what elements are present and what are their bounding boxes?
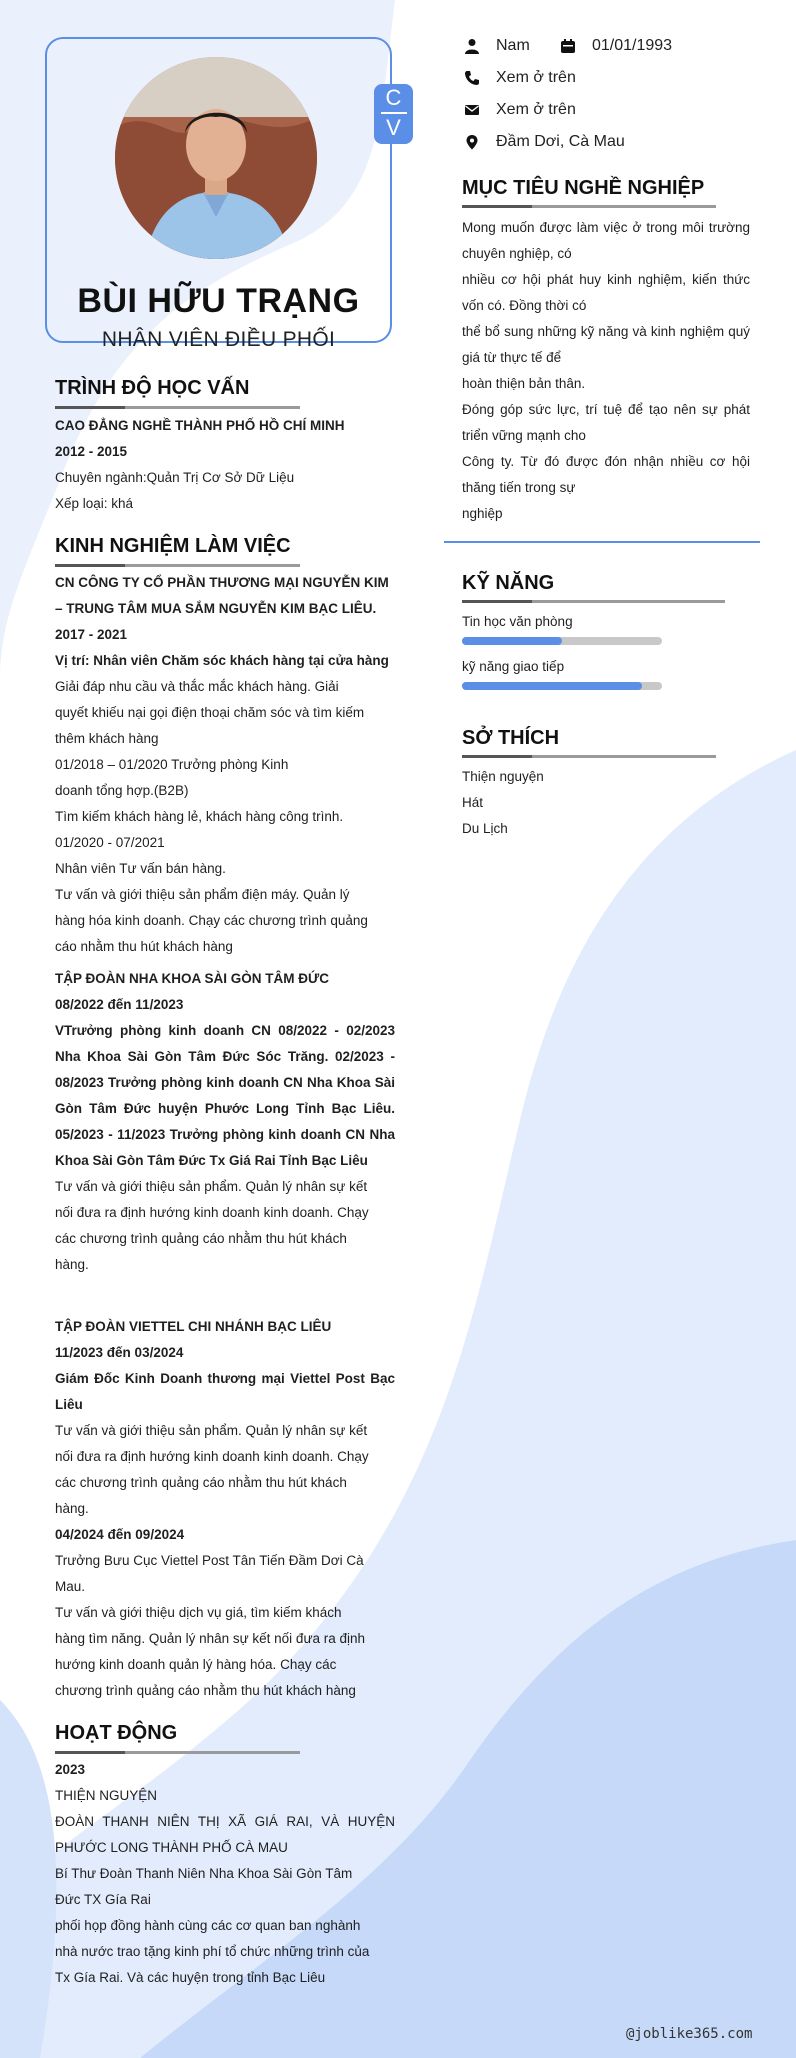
job-line: cáo nhằm thu hút khách hàng [55, 939, 233, 954]
job-line: hàng tìm năng. Quản lý nhân sự kết nối đưa ra định [55, 1631, 366, 1646]
objective-line: Đóng góp sức lực, trí tuệ để tạo nên sự phát triển vững mạnh cho [462, 402, 750, 443]
job-company: TẬP ĐOÀN NHA KHOA SÀI GÒN TÂM ĐỨC [55, 971, 329, 986]
hobby-item: Hát [462, 795, 484, 810]
skills-title-underline [462, 600, 725, 603]
contact-email [464, 101, 576, 119]
objective-line: thể bổ sung những kỹ năng và kinh nghiệm quý giá từ thực tế để [462, 324, 750, 365]
job-position: Vị trí: Nhân viên Chăm sóc khách hàng tại cửa hàng [55, 653, 389, 668]
hobby-item: Thiện nguyện [462, 769, 544, 784]
job-line: nối đưa ra định hướng kinh doanh kinh doanh. Chạy [55, 1205, 369, 1220]
job-line: hàng. [55, 1501, 89, 1516]
contact-dob [560, 37, 672, 55]
job-line: Mau. [55, 1579, 86, 1594]
job-years: 2017 - 2021 [55, 627, 128, 642]
activities-block [55, 1757, 395, 1991]
education-school: CAO ĐẲNG NGHỀ THÀNH PHỐ HỒ CHÍ MINH [55, 418, 345, 433]
skill-bar [462, 682, 662, 690]
job-line: 01/2020 - 07/2021 [55, 835, 165, 850]
gender-value: Nam [496, 37, 530, 54]
activity-type: THIỆN NGUYỆN [55, 1788, 158, 1803]
activity-line: Đức TX Gía Rai [55, 1892, 151, 1907]
job-line: các chương trình quảng cáo nhằm thu hút khách [55, 1475, 347, 1490]
experience-title: KINH NGHIỆM LÀM VIỆC [55, 535, 291, 557]
location-pin-icon [464, 134, 480, 150]
objective-title: MỤC TIÊU NGHỀ NGHIỆP [462, 177, 705, 199]
skill-label: Tin học văn phòng [462, 614, 573, 629]
experience-job-2 [55, 966, 395, 1278]
objective-title-underline [462, 205, 716, 208]
education-block [55, 413, 395, 517]
skills-title: KỸ NĂNG [462, 572, 555, 594]
job-years: 08/2022 đến 11/2023 [55, 997, 184, 1012]
experience-job-3 [55, 1314, 395, 1704]
job-line: doanh tổng hợp.(B2B) [55, 783, 189, 798]
phone-value: Xem ở trên [496, 69, 576, 86]
objective-divider [444, 541, 760, 543]
phone-icon [464, 70, 480, 86]
education-major: Chuyên ngành:Quản Trị Cơ Sở Dữ Liệu [55, 470, 295, 485]
education-title-underline [55, 406, 300, 409]
skill-label: kỹ năng giao tiếp [462, 659, 565, 674]
dob-value: 01/01/1993 [592, 37, 673, 54]
job-position: Giám Đốc Kinh Doanh thương mại Viettel Post Bạc Liêu [55, 1371, 395, 1412]
envelope-icon [464, 102, 480, 118]
job-line: Giải đáp nhu cầu và thắc mắc khách hàng. Giải [55, 679, 339, 694]
job-line: Tư vấn và giới thiệu sản phẩm. Quản lý nhân sự kết [55, 1179, 368, 1194]
job-line: Tư vấn và giới thiệu dịch vụ giá, tìm kiếm khách [55, 1605, 342, 1620]
activities-title-underline [55, 1751, 300, 1754]
email-value: Xem ở trên [496, 101, 576, 118]
job-line: chương trình quảng cáo nhằm thu hút khách hàng [55, 1683, 356, 1698]
objective-text [462, 215, 750, 527]
contact-gender [464, 37, 530, 55]
cv-badge-bottom: V [386, 115, 401, 140]
skill-bar-fill [462, 682, 642, 690]
hobby-item: Du Lịch [462, 821, 508, 836]
person-icon [464, 38, 480, 54]
profile-photo [115, 57, 317, 259]
objective-line: Công ty. Từ đó được đón nhận nhiều cơ hội thăng tiến trong sự [462, 454, 750, 495]
activity-line: nhà nước trao tặng kinh phí tổ chức những trình của [55, 1944, 370, 1959]
hobbies-title-underline [462, 755, 716, 758]
objective-line: nghiệp [462, 506, 503, 521]
candidate-job-title: NHÂN VIÊN ĐIỀU PHỐI [101, 328, 336, 351]
address-value: Đầm Dơi, Cà Mau [496, 133, 625, 150]
cv-badge [374, 84, 413, 144]
activity-year: 2023 [55, 1762, 86, 1777]
job-line: các chương trình quảng cáo nhằm thu hút khách [55, 1231, 347, 1246]
job-line: nối đưa ra định hướng kinh doanh kinh doanh. Chạy [55, 1449, 369, 1464]
job-company: CN CÔNG TY CỔ PHẦN THƯƠNG MẠI NGUYỄN KIM – TRUNG TÂM MUA SẮM NGUYỄN KIM BẠC LIÊU. [55, 575, 389, 616]
activity-line: Tx Gía Rai. Và các huyện trong tỉnh Bạc Liêu [55, 1970, 326, 1985]
experience-title-underline [55, 564, 300, 567]
job-line: thêm khách hàng [55, 731, 159, 746]
job-line: Tìm kiếm khách hàng lẻ, khách hàng công trình. [55, 809, 344, 824]
job-line: hướng kinh doanh quản lý hàng hóa. Chạy các [55, 1657, 337, 1672]
candidate-name: BÙI HỮU TRẠNG [77, 282, 360, 320]
job-line: 01/2018 – 01/2020 Trưởng phòng Kinh [55, 757, 289, 772]
job-line: quyết khiếu nại gọi điện thoại chăm sóc và tìm kiếm [55, 705, 365, 720]
activity-line: phối họp đồng hành cùng các cơ quan ban nghành [55, 1918, 361, 1933]
job-line: Tư vấn và giới thiệu sản phẩm điện máy. Quản lý [55, 887, 350, 902]
objective-line: Mong muốn được làm việc ở trong môi trường chuyên nghiệp, có [462, 220, 750, 261]
experience-job-1 [55, 570, 395, 960]
hobbies-list [462, 764, 750, 842]
activity-org: ĐOÀN THANH NIÊN THỊ XÃ GIÁ RAI, VÀ HUYỆN PHƯỚC LONG THÀNH PHỐ CÀ MAU [55, 1814, 395, 1855]
footer-watermark: @joblike365.com [626, 2026, 753, 2042]
objective-line: nhiều cơ hội phát huy kinh nghiệm, kiến thức vốn có. Đồng thời có [462, 272, 750, 313]
activities-title: HOẠT ĐỘNG [55, 1722, 178, 1744]
activity-line: Bí Thư Đoàn Thanh Niên Nha Khoa Sài Gòn Tâm [55, 1866, 353, 1881]
job-company: TẬP ĐOÀN VIETTEL CHI NHÁNH BẠC LIÊU [55, 1319, 332, 1334]
calendar-icon [560, 38, 576, 54]
education-years: 2012 - 2015 [55, 444, 128, 459]
job-line: Tư vấn và giới thiệu sản phẩm. Quản lý nhân sự kết [55, 1423, 368, 1438]
hobbies-title: SỞ THÍCH [462, 727, 560, 749]
objective-line: hoàn thiện bản thân. [462, 376, 586, 391]
job-position: VTrưởng phòng kinh doanh CN 08/2022 - 02/2023 Nha Khoa Sài Gòn Tâm Đức Sóc Trăng. 02/2023 - 08/2023 Trưởng phòng kinh doanh CN Nha Khoa Sài Gòn Tâm Đức huyện Phước Long Tỉnh Bạc Liêu. 05/2023 - 11/2023 Trưởng phòng kinh doanh CN Nha Khoa Sài Gòn Tâm Đức Tx Giá Rai Tỉnh Bạc Liêu [55, 1023, 395, 1168]
job-line: Trưởng Bưu Cục Viettel Post Tân Tiến Đầm Dơi Cà [55, 1553, 364, 1568]
cv-badge-top: C [385, 85, 402, 110]
job-line: Nhân viên Tư vấn bán hàng. [55, 861, 226, 876]
job-period: 04/2024 đến 09/2024 [55, 1527, 185, 1542]
education-title: TRÌNH ĐỘ HỌC VẤN [55, 377, 250, 399]
education-grade: Xếp loại: khá [55, 496, 134, 511]
job-line: hàng. [55, 1257, 89, 1272]
skill-bar-fill [462, 637, 562, 645]
skill-bar [462, 637, 662, 645]
contact-address [464, 133, 625, 151]
contact-phone [464, 69, 576, 87]
job-years: 11/2023 đến 03/2024 [55, 1345, 184, 1360]
job-line: hàng hóa kinh doanh. Chạy các chương trình quảng [55, 913, 368, 928]
